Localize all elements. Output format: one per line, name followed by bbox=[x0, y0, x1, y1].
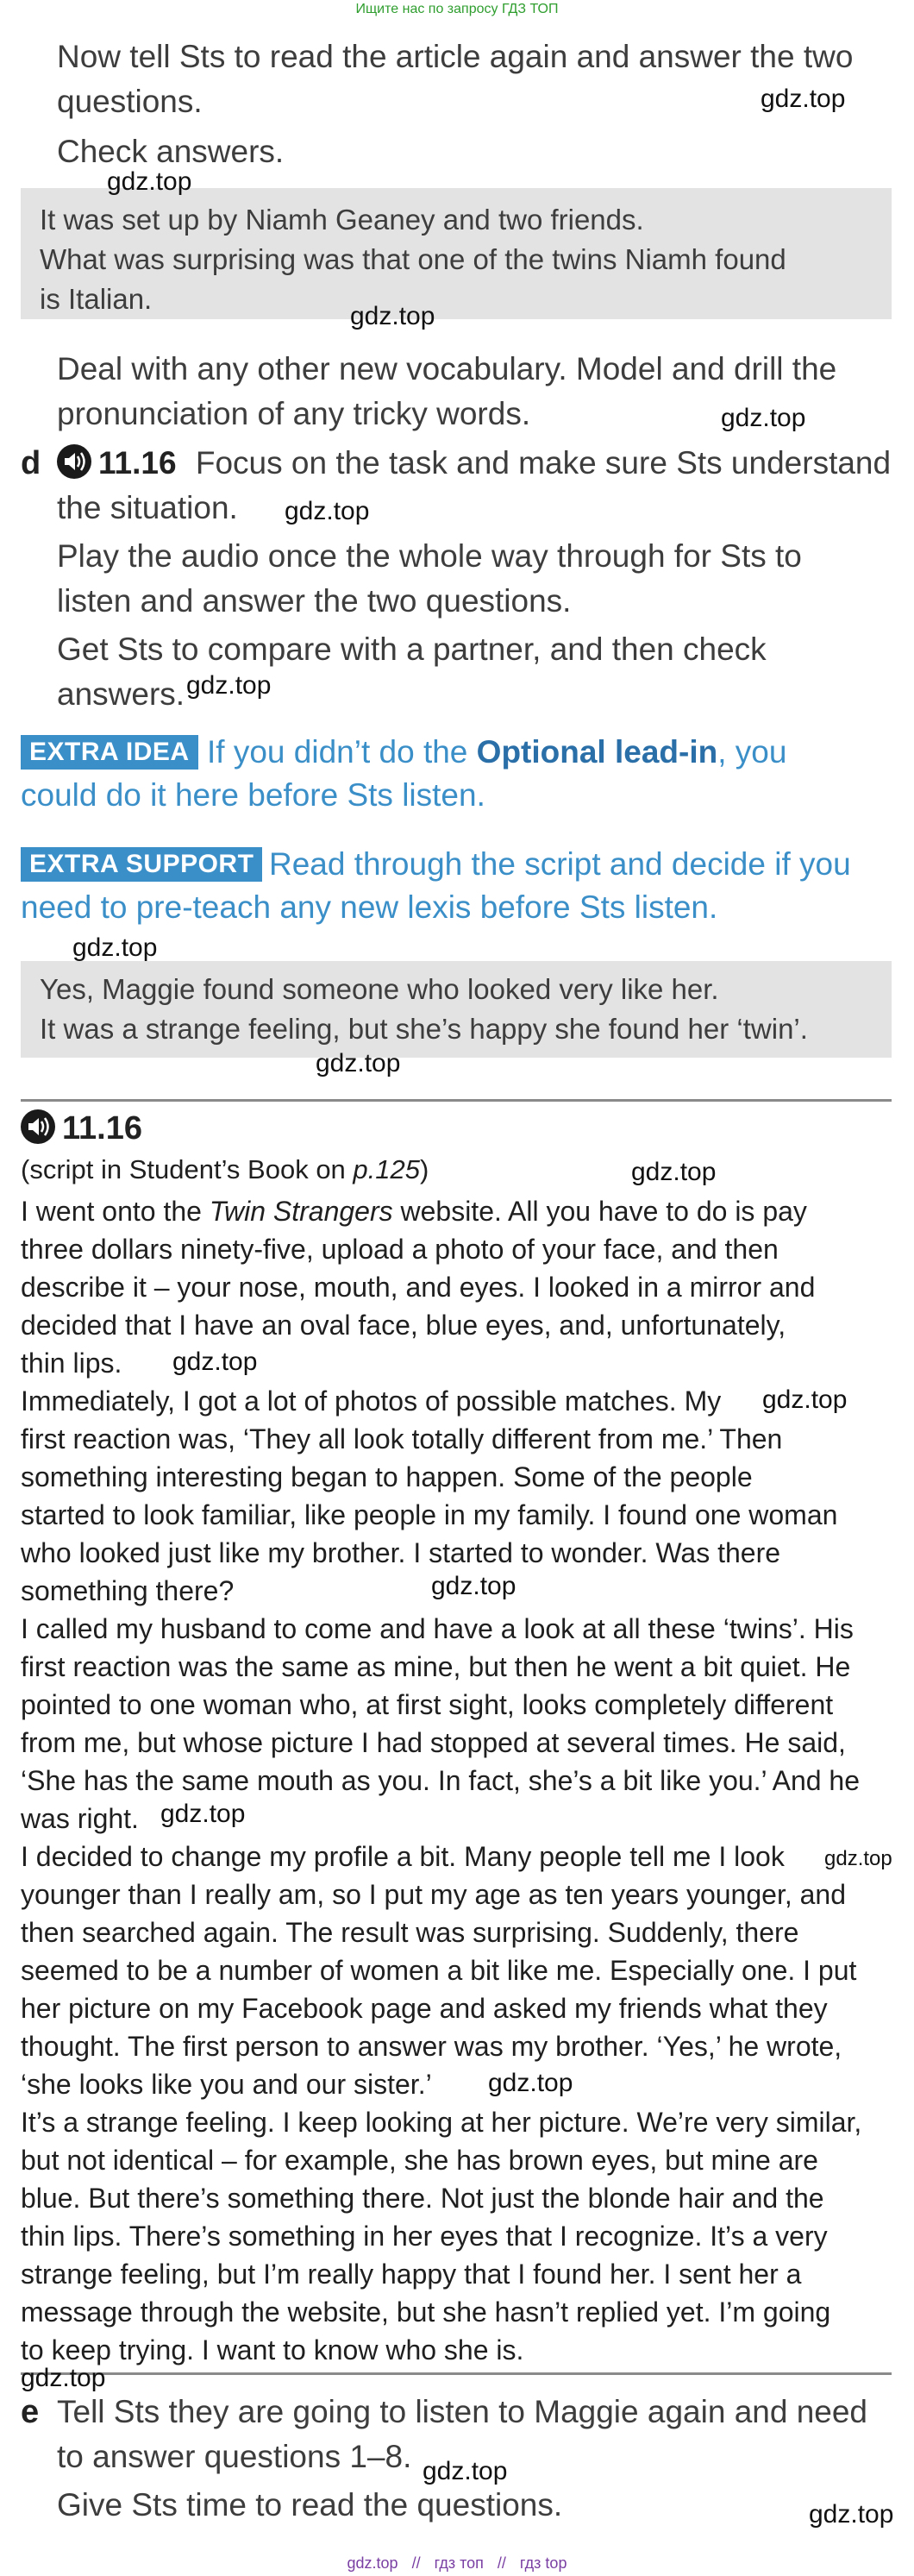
footer-link[interactable]: гдз top bbox=[519, 2554, 567, 2572]
script-line: first reaction was, ‘They all look totally different from me.’ Then bbox=[21, 1423, 783, 1454]
script-line: describe it – your nose, mouth, and eyes. I looked in a mirror and bbox=[21, 1272, 816, 1303]
script-line: Immediately, I got a lot of photos of possible matches. My bbox=[21, 1385, 722, 1417]
extra-support-tag: EXTRA SUPPORT bbox=[21, 847, 262, 882]
script-line: I went onto the Twin Strangers website. All you have to do is pay bbox=[21, 1196, 807, 1227]
extra-idea-pre: If you didn’t do the bbox=[207, 734, 477, 770]
script-line: something there? bbox=[21, 1575, 235, 1606]
watermark: gdz.top bbox=[631, 1158, 717, 1186]
script-line: decided that I have an oval face, blue eyes, and, unfortunately, bbox=[21, 1310, 786, 1341]
top-banner[interactable]: Ищите нас по запросу ГДЗ ТОП bbox=[355, 2, 559, 16]
watermark: gdz.top bbox=[285, 497, 370, 525]
compare-instruction bbox=[57, 627, 893, 717]
vocab-line1: Deal with any other new vocabulary. Model and drill the bbox=[57, 351, 837, 386]
answer-line: It was a strange feeling, but she’s happy she found her ‘twin’. bbox=[40, 1013, 808, 1045]
script-line: three dollars ninety-five, upload a photo of your face, and then bbox=[21, 1234, 779, 1265]
answer-line: It was set up by Niamh Geaney and two friends. bbox=[40, 204, 644, 236]
script-line: started to look familiar, like people in my family. I found one woman bbox=[21, 1499, 838, 1530]
extra-idea-tag: EXTRA IDEA bbox=[21, 735, 198, 770]
watermark: gdz.top bbox=[431, 1572, 516, 1600]
play-instruction bbox=[57, 534, 893, 624]
section-d-intro bbox=[57, 441, 893, 531]
watermark: gdz.top bbox=[72, 933, 158, 962]
answer-line: is Italian. bbox=[40, 283, 153, 315]
script-note-page: p.125 bbox=[353, 1154, 420, 1184]
script-line: thin lips. There’s something in her eyes that I recognize. It’s a very bbox=[21, 2221, 828, 2252]
script-line: I decided to change my profile a bit. Many people tell me I look bbox=[21, 1841, 785, 1872]
section-e-line1: Tell Sts they are going to listen to Maggie again and need bbox=[57, 2394, 868, 2429]
watermark: gdz.top bbox=[186, 671, 272, 700]
script-line: ‘She has the same mouth as you. In fact, she’s a bit like you.’ And he bbox=[21, 1765, 861, 1796]
watermark: gdz.top bbox=[721, 404, 806, 432]
script-line: younger than I really am, so I put my age as ten years younger, and bbox=[21, 1879, 846, 1910]
section-d-line2: the situation. bbox=[57, 490, 238, 525]
script-line: something interesting began to happen. Some of the people bbox=[21, 1461, 753, 1492]
section-d-line1: Focus on the task and make sure Sts understand bbox=[195, 445, 892, 481]
instruction-reread-line2: questions. bbox=[57, 84, 203, 119]
optional-lead-in-link[interactable]: Optional lead-in bbox=[476, 734, 718, 770]
watermark: gdz.top bbox=[316, 1049, 401, 1078]
watermark: gdz.top bbox=[488, 2069, 573, 2097]
footer-banner[interactable] bbox=[0, 2552, 914, 2574]
check-answers-text: Check answers. bbox=[57, 134, 285, 169]
script-note bbox=[21, 1151, 429, 1189]
watermark: gdz.top bbox=[160, 1800, 246, 1828]
watermark: gdz.top bbox=[824, 1847, 892, 1870]
section-letter-d: d bbox=[21, 445, 41, 481]
script-line: ‘she looks like you and our sister.’ bbox=[21, 2069, 432, 2100]
script-note-post: ) bbox=[420, 1154, 429, 1184]
watermark: gdz.top bbox=[761, 85, 846, 113]
watermark: gdz.top bbox=[172, 1348, 258, 1376]
script-line: blue. But there’s something there. Not just the blonde hair and the bbox=[21, 2183, 824, 2214]
script-line: thought. The first person to answer was my brother. ‘Yes,’ he wrote, bbox=[21, 2031, 842, 2062]
compare-line1: Get Sts to compare with a partner, and then check bbox=[57, 631, 767, 667]
audio-speaker-icon[interactable] bbox=[57, 444, 91, 479]
answer-box-c bbox=[21, 188, 892, 319]
script-track-number: 11.16 bbox=[62, 1110, 142, 1147]
compare-line2: answers. bbox=[57, 676, 185, 712]
extra-idea-post: , you bbox=[717, 734, 787, 770]
divider-top bbox=[21, 1099, 892, 1102]
footer-separator: // bbox=[411, 2554, 421, 2572]
section-e-line3: Give Sts time to read the questions. bbox=[57, 2487, 563, 2523]
script-heading bbox=[21, 1106, 142, 1151]
script-line: pointed to one woman who, at first sight, looks completely different bbox=[21, 1689, 834, 1720]
vocab-line2: pronunciation of any tricky words. bbox=[57, 396, 531, 431]
script-line: was right. bbox=[21, 1803, 139, 1834]
watermark: gdz.top bbox=[107, 167, 192, 196]
script-line: to keep trying. I want to know who she is. bbox=[21, 2334, 524, 2366]
audio-script-text bbox=[21, 1192, 900, 2369]
script-line: I called my husband to come and have a look at all these ‘twins’. His bbox=[21, 1613, 854, 1644]
track-number: 11.16 bbox=[98, 445, 177, 481]
answer-line: What was surprising was that one of the twins Niamh found bbox=[40, 243, 786, 275]
script-line: thin lips. bbox=[21, 1348, 122, 1379]
script-line: seemed to be a number of women a bit like me. Especially one. I put bbox=[21, 1955, 857, 1986]
script-line: message through the website, but she hasn’t replied yet. I’m going bbox=[21, 2296, 831, 2328]
answer-box-d bbox=[21, 961, 892, 1058]
watermark: gdz.top bbox=[423, 2457, 508, 2485]
play-line2: listen and answer the two questions. bbox=[57, 583, 572, 619]
script-line: who looked just like my brother. I started to wonder. Was there bbox=[21, 1537, 781, 1568]
divider-bottom bbox=[21, 2372, 892, 2375]
script-note-pre: (script in Student’s Book on bbox=[21, 1154, 354, 1184]
section-letter-e: e bbox=[21, 2394, 40, 2430]
script-line: her picture on my Facebook page and asked my friends what they bbox=[21, 1993, 828, 2024]
watermark: gdz.top bbox=[762, 1385, 848, 1414]
watermark: gdz.top bbox=[21, 2364, 106, 2392]
section-e-line2: to answer questions 1–8. bbox=[57, 2439, 412, 2474]
script-line: first reaction was the same as mine, but then he went a bit quiet. He bbox=[21, 1651, 851, 1682]
answer-line: Yes, Maggie found someone who looked very like her. bbox=[40, 973, 719, 1005]
extra-idea-line1 bbox=[207, 730, 786, 775]
watermark: gdz.top bbox=[809, 2500, 894, 2529]
script-line: strange feeling, but I’m really happy that I found her. I sent her a bbox=[21, 2259, 802, 2290]
script-line: but not identical – for example, she has brown eyes, but mine are bbox=[21, 2145, 818, 2176]
extra-idea-line2: could do it here before Sts listen. bbox=[21, 777, 485, 813]
footer-separator: // bbox=[497, 2554, 506, 2572]
play-line1: Play the audio once the whole way through for Sts to bbox=[57, 538, 802, 574]
extra-support-line1: Read through the script and decide if you bbox=[269, 846, 851, 882]
audio-speaker-icon[interactable] bbox=[21, 1109, 55, 1144]
footer-link[interactable]: gdz.top bbox=[347, 2554, 398, 2572]
script-line: from me, but whose picture I had stopped at several times. He said, bbox=[21, 1727, 846, 1758]
footer-link[interactable]: гдз топ bbox=[434, 2554, 484, 2572]
script-line: then searched again. The result was surprising. Suddenly, there bbox=[21, 1917, 799, 1948]
watermark: gdz.top bbox=[350, 302, 435, 330]
script-line: It’s a strange feeling. I keep looking at her picture. We’re very similar, bbox=[21, 2107, 862, 2138]
extra-support-line2: need to pre-teach any new lexis before Sts listen. bbox=[21, 889, 718, 925]
instruction-reread-line1: Now tell Sts to read the article again and answer the two bbox=[57, 39, 854, 74]
